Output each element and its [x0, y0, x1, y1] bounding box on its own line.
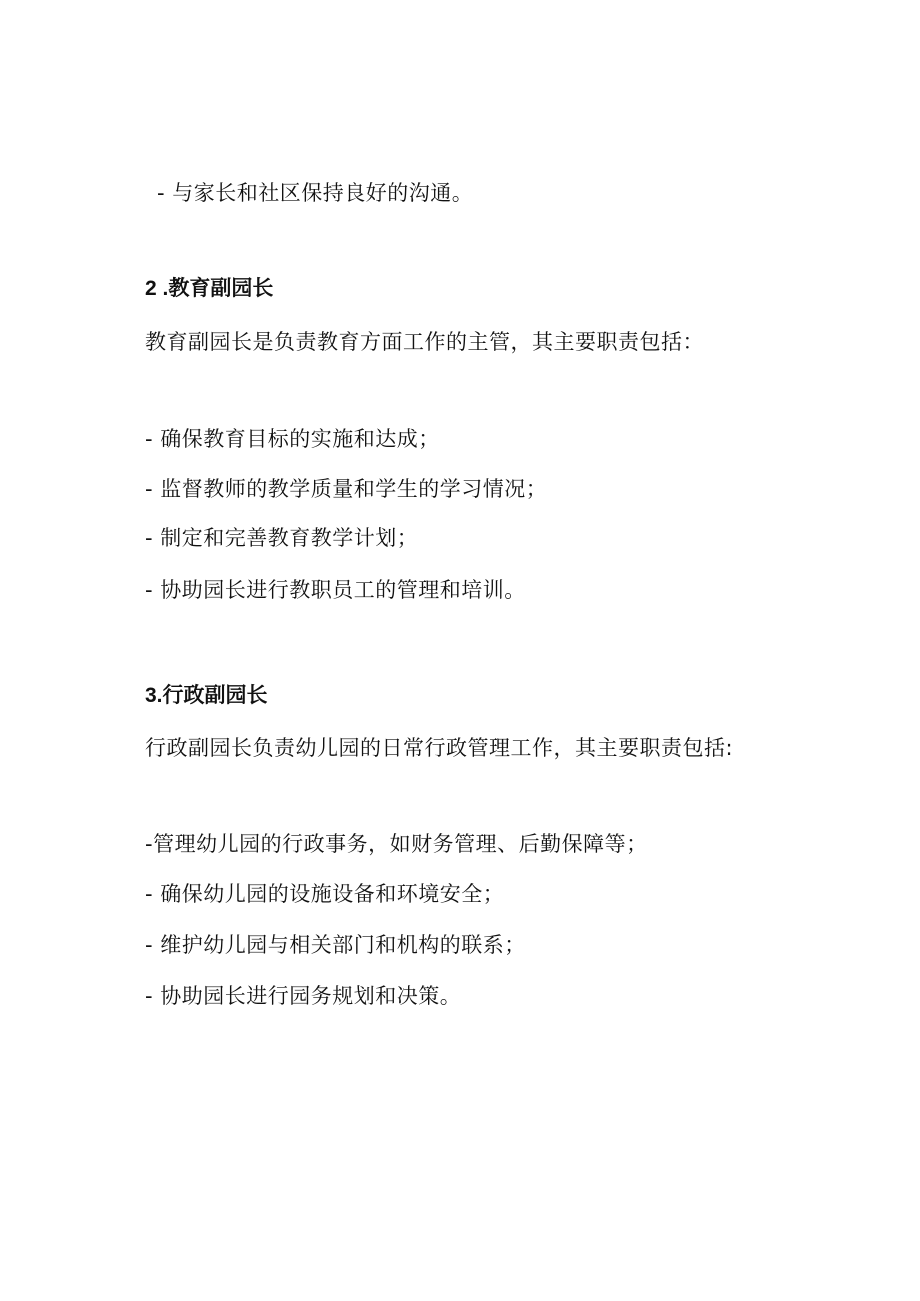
section-2-item: - 监督教师的教学质量和学生的学习情况；	[145, 477, 548, 501]
section-2-item: - 协助园长进行教职员工的管理和培训。	[145, 578, 526, 602]
section-2-item: - 确保教育目标的实施和达成；	[145, 427, 440, 451]
section-3-item: - 确保幼儿园的设施设备和环境安全；	[145, 882, 505, 906]
section-3-item: -管理幼儿园的行政事务，如财务管理、后勤保障等；	[145, 832, 648, 856]
section-2-intro: 教育副园长是负责教育方面工作的主管，其主要职责包括：	[145, 330, 704, 354]
top-bullet-item: - 与家长和社区保持良好的沟通。	[157, 181, 474, 205]
section-3-item: - 维护幼儿园与相关部门和机构的联系；	[145, 933, 526, 957]
section-3-item: - 协助园长进行园务规划和决策。	[145, 984, 462, 1008]
section-3-heading: 3.行政副园长	[145, 684, 268, 707]
section-3-intro: 行政副园长负责幼儿园的日常行政管理工作，其主要职责包括:	[145, 736, 734, 760]
section-2-item: - 制定和完善教育教学计划；	[145, 526, 419, 550]
section-2-heading: 2 .教育副园长	[145, 277, 274, 300]
